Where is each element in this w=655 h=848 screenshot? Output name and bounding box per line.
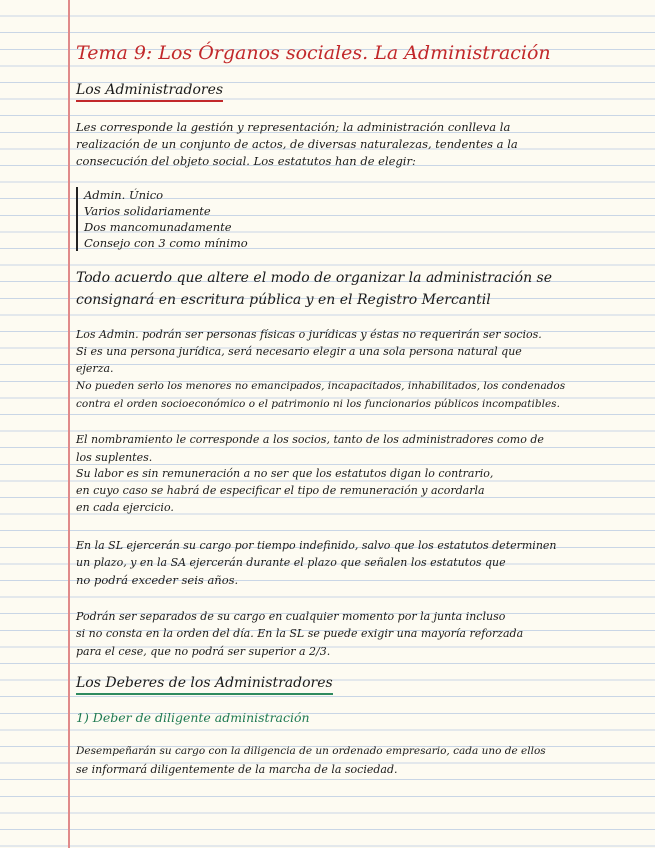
- para5-line: no podrá exceder seis años.: [76, 573, 239, 587]
- para7-line: se informará diligentemente de la marcha de la sociedad.: [76, 763, 398, 776]
- subsection-heading-deber-diligente: 1) Deber de diligente administración: [76, 710, 310, 725]
- list-item: Varios solidariamente: [84, 204, 211, 218]
- para3-line: ejerza.: [76, 362, 114, 375]
- para3-line: Si es una persona jurídica, será necesario elegir a una sola persona natural que: [76, 345, 522, 358]
- admin-types-list: [76, 187, 248, 251]
- section-heading-deberes: Los Deberes de los Administradores: [76, 675, 333, 695]
- para3-line: Los Admin. podrán ser personas físicas o jurídicas y éstas no requerirán ser socios.: [76, 328, 542, 341]
- para6-line: para el cese, que no podrá ser superior a 2/3.: [76, 645, 331, 658]
- para5-line: un plazo, y en la SA ejercerán durante el plazo que señalen los estatutos que: [76, 556, 506, 569]
- para1-line: realización de un conjunto de actos, de diversas naturalezas, tendentes a la: [76, 137, 518, 151]
- para6-line: Podrán ser separados de su cargo en cualquier momento por la junta incluso: [76, 610, 506, 623]
- section-heading-administradores: Los Administradores: [76, 82, 223, 102]
- para1-line: consecución del objeto social. Los estatutos han de elegir:: [76, 154, 416, 168]
- list-item: Dos mancomunadamente: [84, 220, 232, 234]
- para4-line: en cuyo caso se habrá de especificar el tipo de remuneración y acordarla: [76, 484, 485, 497]
- para4-line: en cada ejercicio.: [76, 501, 174, 514]
- para3-line: contra el orden socioeconómico o el patrimonio ni los funcionarios públicos incompatibles.: [76, 398, 560, 410]
- para4-line: los suplentes.: [76, 451, 153, 464]
- list-item: Consejo con 3 como mínimo: [84, 236, 248, 250]
- list-item: Admin. Único: [84, 188, 164, 202]
- para7-line: Desempeñarán su cargo con la diligencia de un ordenado empresario, cada uno de ellos: [76, 745, 546, 757]
- para4-line: Su labor es sin remuneración a no ser que los estatutos digan lo contrario,: [76, 467, 494, 480]
- para5-line: En la SL ejercerán su cargo por tiempo indefinido, salvo que los estatutos determinen: [76, 539, 557, 552]
- para6-line: si no consta en la orden del día. En la SL se puede exigir una mayoría reforzada: [76, 627, 524, 640]
- para3-line: No pueden serlo los menores no emancipados, incapacitados, inhabilitados, los condenados: [76, 380, 566, 392]
- para1-line: Les corresponde la gestión y representación; la administración conlleva la: [76, 120, 511, 134]
- page-title: Tema 9: Los Órganos sociales. La Administración: [76, 42, 551, 64]
- para2-line: consignará en escritura pública y en el Registro Mercantil: [76, 292, 491, 308]
- para2-line: Todo acuerdo que altere el modo de organizar la administración se: [76, 270, 553, 286]
- para4-line: El nombramiento le corresponde a los socios, tanto de los administradores como de: [76, 433, 544, 446]
